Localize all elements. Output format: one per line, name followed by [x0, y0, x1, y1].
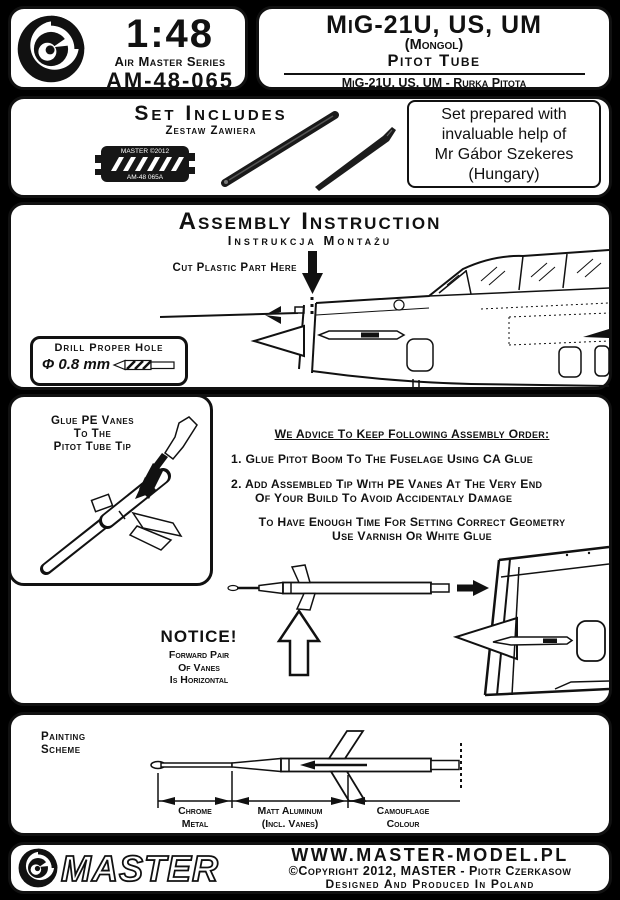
brand-wordmark: [59, 848, 251, 890]
paint-label-line: Metal: [181, 817, 209, 830]
credit-line: Mr Gábor Szekeres: [434, 146, 574, 163]
fret-label-top: MASTER ©2012: [120, 148, 170, 155]
assembly-section: [8, 202, 612, 390]
cut-plastic-label: Cut Plastic Part Here: [172, 262, 297, 274]
origin-line: Designed And Produced In Poland: [325, 877, 535, 891]
advice-tip-cont: Use Varnish Or White Glue: [332, 529, 492, 543]
brand-spiral-icon: [15, 12, 87, 86]
assembly-title: Assembly Instruction: [178, 208, 442, 235]
brand-name: MASTER: [61, 848, 219, 889]
drill-label: Drill Proper Hole: [54, 342, 164, 354]
brand-spiral-icon: [17, 847, 59, 889]
product-code: AM-48-065: [105, 68, 235, 93]
painting-label-line: Scheme: [41, 744, 81, 756]
kit-variant: (Mongol): [404, 37, 464, 53]
credit-line: (Hungary): [468, 166, 540, 183]
glue-vanes-box: [8, 394, 213, 586]
advice-section: [8, 394, 612, 706]
website-url: WWW.MASTER-MODEL.PL: [291, 845, 569, 865]
paint-label-line: (Incl. Vanes): [261, 817, 319, 830]
assembly-title-polish: Instrukcja Montażu: [227, 233, 393, 248]
advice-heading: We Advice To Keep Following Assembly Order:: [274, 427, 550, 441]
drill-diameter: Φ 0.8 mm: [41, 356, 111, 373]
advice-tip: To Have Enough Time For Setting Correct Geometry: [258, 515, 566, 529]
kit-product: Pitot Tube: [387, 52, 481, 70]
set-includes-title-polish: Zestaw Zawiera: [165, 125, 257, 137]
credit-line: Set prepared with: [441, 106, 567, 123]
credit-line: invaluable help of: [441, 126, 567, 143]
pe-fret-image: [95, 143, 195, 185]
notice-line: Of Vanes: [178, 661, 220, 674]
footer-section: [8, 842, 612, 894]
footer-text: [253, 846, 607, 891]
copyright-line: ©Copyright 2012, MASTER - Piotr Czerkasow: [288, 864, 572, 878]
paint-label-line: Chrome: [178, 805, 212, 817]
paint-label-line: Camouflage: [376, 805, 430, 817]
advice-step-2: 2. Add Assembled Tip With PE Vanes At The Very End: [231, 477, 543, 491]
notice-line: Forward Pair: [168, 649, 230, 661]
advice-step-2-cont: Of Your Build To Avoid Accidentaly Damage: [255, 491, 513, 505]
paint-segment-camouflage: [333, 805, 473, 830]
set-includes-section: [8, 96, 612, 198]
paint-label-line: Colour: [386, 817, 420, 830]
metal-parts-image: [207, 103, 407, 193]
set-includes-title: Set Includes: [134, 102, 288, 125]
credit-box: [407, 100, 601, 188]
title-divider: [284, 73, 585, 75]
glue-tip-drawing: [11, 397, 210, 583]
series-label: Air Master Series: [114, 54, 226, 69]
notice-title: NOTICE!: [160, 627, 238, 646]
header-brand-text: [93, 13, 247, 93]
painting-section: [8, 712, 612, 836]
glue-note-line: Glue PE Vanes: [50, 415, 135, 427]
header-title-box: [256, 6, 612, 90]
advice-text: [217, 427, 607, 543]
painting-label-line: Painting: [41, 731, 86, 743]
glue-note-line: Pitot Tube Tip: [53, 441, 132, 453]
notice-line: Is Horizontal: [169, 674, 229, 686]
glue-note-line: To The: [73, 428, 112, 440]
notice-text: [139, 649, 259, 687]
header-brand-box: [8, 6, 248, 93]
drill-hole-box: [30, 336, 188, 386]
paint-label-line: Matt Aluminum: [257, 805, 323, 817]
fret-label-bottom: AM-48 065A: [126, 174, 164, 181]
scale-label: 1:48: [125, 12, 215, 56]
drill-bit-icon: [112, 358, 176, 372]
kit-title: MiG-21U, US, UM: [326, 11, 542, 39]
kit-title-polish: MiG-21U, US, UM - Rurka Pitota: [341, 76, 527, 90]
advice-step-1: 1. Glue Pitot Boom To The Fuselage Using CA Glue: [231, 452, 534, 466]
